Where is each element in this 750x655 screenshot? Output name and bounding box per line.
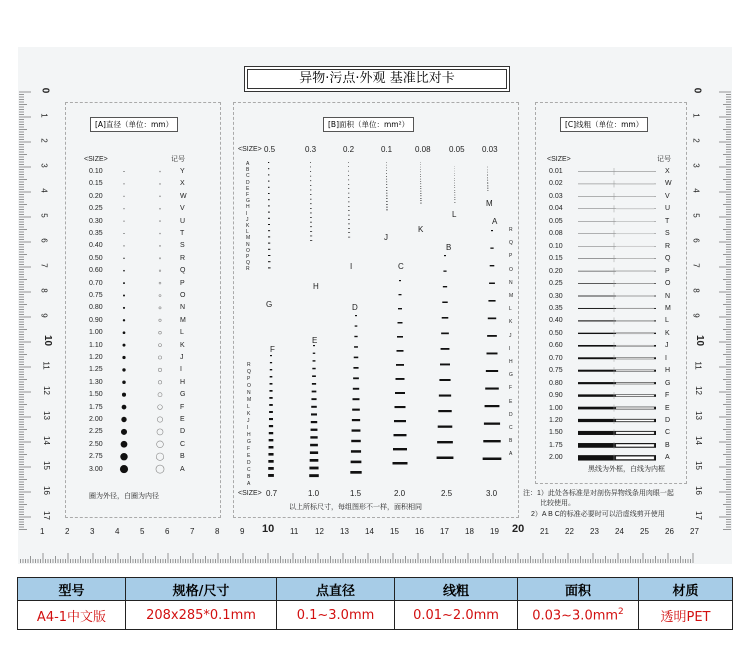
panel-b-bottom-size: 3.0: [486, 489, 498, 498]
ruler-bottom-number: 11: [290, 527, 299, 536]
panel-a-code: Y: [180, 168, 185, 175]
panel-c-code: W: [665, 180, 672, 188]
panel-b-letter-left-top: I: [246, 210, 248, 217]
panel-c-note: 黑线为外框，白线为内框: [588, 466, 665, 473]
panel-b-note: 以上所标尺寸，每组图形不一样，面积相同: [289, 504, 422, 511]
panel-a-code: P: [180, 279, 185, 287]
panel-b-bottom-size: 1.5: [350, 489, 362, 498]
ruler-left-number: 17: [41, 511, 51, 520]
panel-a-size: 2.25: [89, 428, 103, 436]
panel-b-letter-right: N: [509, 279, 513, 286]
panel-a-size: 1.75: [89, 403, 103, 411]
ruler-left-number: 10: [42, 334, 54, 347]
panel-a-code: S: [180, 242, 185, 250]
ruler-bottom-number: 24: [615, 527, 624, 536]
panel-c-code: U: [665, 205, 671, 213]
panel-b-letter-right: M: [509, 293, 514, 299]
panel-b-letter-left-top: O: [246, 247, 250, 254]
panel-b-letter-left-top: Q: [246, 260, 250, 267]
panel-a-code: V: [180, 205, 185, 213]
panel-a-size: 0.35: [89, 230, 103, 237]
panel-b-letter-left-bottom: R: [247, 362, 251, 368]
panel-b-letter-left-bottom: B: [247, 474, 251, 480]
panel-a-size: 1.00: [89, 329, 103, 337]
panel-c-code: R: [665, 242, 671, 250]
panel-c-code: G: [665, 379, 671, 387]
panel-b-letter-left-top: K: [246, 223, 250, 229]
panel-b-letter-right: F: [509, 385, 513, 392]
panel-b-letter-left-top: M: [246, 235, 251, 242]
panel-c-code: F: [665, 392, 670, 400]
panel-c-size: 0.70: [549, 354, 563, 362]
panel-b-group-letter: H: [313, 282, 319, 291]
panel-a-size: 0.90: [89, 316, 103, 324]
panel-b-letter-left-bottom: Q: [247, 369, 251, 375]
panel-b-group-letter: J: [384, 233, 388, 242]
panel-b-letter-left-bottom: D: [247, 460, 251, 466]
ruler-left-number: 7: [39, 263, 49, 268]
panel-a-size: 0.25: [89, 205, 103, 213]
panel-c-size: 1.20: [549, 417, 563, 424]
panel-b-letter-right: R: [509, 227, 513, 233]
panel-a-size: 0.80: [89, 304, 103, 312]
panel-b-top-size: 0.5: [264, 145, 276, 154]
panel-a-size: 0.70: [89, 279, 103, 287]
ruler-left-number: 4: [39, 188, 49, 193]
panel-c-code: C: [665, 429, 671, 437]
panel-c-code: D: [665, 417, 671, 424]
panel-c-size: 0.20: [549, 267, 563, 275]
panel-b-letter-left-bottom: M: [247, 397, 252, 403]
ruler-right-number: 14: [693, 436, 703, 445]
ruler-right-number: 16: [693, 486, 703, 495]
panel-c-code: B: [665, 441, 670, 449]
panel-b-size-bottom-header: <SIZE>: [238, 490, 262, 497]
panel-c-size: 0.75: [549, 367, 563, 375]
ruler-left-number: 2: [39, 138, 49, 143]
header-area: 面积: [518, 578, 639, 601]
panel-c-size: 1.75: [549, 441, 563, 449]
panel-c-code: M: [665, 304, 671, 312]
panel-c-size: 0.25: [549, 280, 563, 288]
ruler-left-number: 1: [39, 113, 49, 118]
panel-a-size: 0.40: [89, 242, 103, 250]
ruler-right-number: 11: [693, 361, 703, 370]
panel-a-size: 1.25: [89, 366, 103, 374]
panel-b-letter-left-top: E: [246, 185, 250, 192]
panel-c-size: 0.01: [549, 168, 563, 175]
panel-b-letter-left-top: L: [246, 229, 249, 236]
panel-b: [233, 102, 519, 518]
panel-b-letter-left-top: A: [246, 161, 250, 167]
header-model: 型号: [18, 578, 126, 601]
value-line: 0.01~2.0mm: [395, 601, 518, 630]
panel-b-letter-left-bottom: O: [247, 383, 251, 389]
footnote-line-2: 比较使用。: [540, 500, 575, 507]
panel-c-code: K: [665, 329, 670, 337]
panel-b-letter-right: C: [509, 425, 513, 431]
ruler-bottom-number: 10: [262, 523, 275, 535]
footnote-line-3: 2）A B C的标准必要时可以沿虚线剪开使用: [531, 511, 665, 518]
ruler-bottom-number: 3: [90, 527, 95, 536]
ruler-bottom-number: 1: [40, 527, 45, 536]
panel-a-code: C: [180, 440, 186, 448]
panel-b-letter-left-bottom: I: [247, 425, 249, 431]
panel-b-group-letter: G: [266, 300, 273, 309]
ruler-bottom-number: 17: [440, 527, 449, 536]
ruler-bottom-number: 18: [465, 527, 474, 536]
panel-c-code: X: [665, 168, 670, 175]
spec-table: [17, 577, 733, 630]
ruler-right-number: 12: [693, 386, 703, 395]
panel-c-size: 0.05: [549, 217, 563, 225]
ruler-bottom-number: 13: [340, 527, 349, 536]
panel-b-letter-left-top: P: [246, 254, 250, 260]
panel-b-letter-right: B: [509, 438, 513, 445]
panel-b-letter-left-bottom: C: [247, 467, 251, 473]
ruler-right-number: 7: [691, 263, 701, 268]
panel-a-code: L: [180, 329, 184, 337]
header-material: 材质: [639, 578, 733, 601]
panel-b-letter-left-bottom: F: [247, 446, 251, 452]
ruler-bottom-number: 7: [190, 527, 195, 536]
panel-a-code: B: [180, 453, 185, 461]
ruler-bottom-number: 8: [215, 527, 220, 536]
panel-b-top-size: 0.3: [305, 145, 317, 154]
panel-a-code: K: [180, 341, 185, 349]
ruler-bottom-number: 15: [390, 527, 399, 536]
ruler-bottom-number: 16: [415, 527, 424, 536]
panel-c-code: E: [665, 404, 670, 412]
ruler-right-number: 15: [693, 461, 703, 470]
ruler-bottom-number: 5: [140, 527, 145, 536]
panel-b-letter-right: H: [509, 359, 513, 365]
panel-a-size: 0.30: [89, 217, 103, 225]
ruler-bottom-number: 20: [512, 523, 525, 535]
panel-b-group-letter: B: [446, 243, 452, 252]
panel-c-size: 1.00: [549, 404, 563, 412]
panel-c-code: T: [665, 217, 670, 225]
ruler-bottom-number: 19: [490, 527, 499, 536]
panel-a-code: U: [180, 217, 186, 225]
panel-a-code: N: [180, 304, 186, 312]
panel-a-code: Q: [180, 267, 186, 275]
panel-b-letter-right: Q: [509, 240, 513, 247]
spec-header-row: [18, 578, 733, 601]
ruler-bottom-number: 25: [640, 527, 649, 536]
panel-a-size-header: <SIZE>: [84, 156, 108, 163]
panel-b-top-size: 0.03: [482, 145, 498, 154]
panel-b-group-letter: E: [312, 336, 318, 345]
panel-b-letter-right: P: [509, 253, 513, 260]
panel-b-letter-right: E: [509, 398, 513, 405]
panel-b-group-letter: I: [350, 262, 353, 271]
panel-b-group-letter: A: [492, 217, 498, 226]
ruler-left-number: 6: [39, 238, 49, 243]
panel-b-bottom-size: 0.7: [266, 489, 278, 498]
panel-b-letter-left-bottom: P: [247, 376, 251, 382]
panel-c-size: 0.50: [549, 329, 563, 337]
ruler-left-number: 5: [39, 213, 49, 218]
panel-c-size: 0.60: [549, 342, 563, 350]
panel-b-letter-right: L: [509, 306, 512, 313]
panel-c-size: 0.30: [549, 292, 563, 300]
panel-b-group-letter: C: [398, 262, 404, 271]
ruler-left-number: 14: [41, 436, 51, 445]
ruler-right-number: 0: [691, 87, 703, 94]
panel-b-letter-left-top: B: [246, 167, 250, 174]
panel-b-letter-left-bottom: A: [247, 481, 251, 487]
ruler-right-number: 10: [694, 334, 706, 347]
panel-b-letter-left-top: R: [246, 266, 250, 273]
panel-b-letter-left-top: D: [246, 179, 250, 186]
panel-a-code: G: [180, 391, 186, 399]
panel-a-code: R: [180, 254, 186, 262]
panel-b-top-size: 0.2: [343, 145, 355, 154]
value-area: [518, 601, 639, 630]
panel-a-size: 0.20: [89, 192, 103, 200]
ruler-right-number: 17: [693, 511, 703, 520]
ruler-right-number: 8: [691, 288, 701, 293]
ruler-right-number: 2: [691, 138, 701, 143]
panel-b-letter-right: D: [509, 411, 513, 418]
panel-b-group-letter: K: [418, 225, 424, 234]
value-size: 208x285*0.1mm: [126, 601, 277, 630]
panel-a-code: F: [180, 403, 185, 411]
ruler-right-number: 6: [691, 238, 701, 243]
ruler-bottom-number: 14: [365, 527, 374, 536]
panel-c-size: 0.35: [549, 304, 563, 312]
panel-c-code: S: [665, 230, 670, 238]
panel-a-size: 1.10: [89, 341, 103, 349]
panel-b-top-size: 0.05: [449, 145, 465, 154]
panel-a-code: T: [180, 230, 185, 237]
panel-b-group-letter: L: [452, 210, 457, 219]
ruler-bottom-number: 4: [115, 527, 120, 536]
panel-c-size: 0.90: [549, 392, 563, 400]
ruler-bottom-number: 21: [540, 527, 549, 536]
panel-a-size: 0.50: [89, 254, 103, 262]
panel-c-size: 0.15: [549, 255, 563, 263]
ruler-bottom-number: 6: [165, 527, 170, 536]
value-model: A4-1中文版: [18, 601, 126, 630]
panel-c-code: O: [665, 280, 671, 288]
panel-a-code: E: [180, 416, 185, 423]
ruler-bottom-number: 23: [590, 527, 599, 536]
panel-b-letter-left-bottom: E: [247, 453, 251, 459]
panel-a-code: M: [180, 316, 186, 324]
panel-a-size: 0.75: [89, 292, 103, 299]
panel-c-code: I: [665, 354, 667, 362]
header-line: 线粗: [395, 578, 518, 601]
panel-a-size: 1.20: [89, 354, 103, 361]
value-area-unit-sup: 2: [618, 606, 624, 617]
panel-a-size: 3.00: [89, 465, 103, 473]
ruler-bottom-number: 9: [240, 527, 245, 536]
ruler-left-number: 9: [39, 313, 49, 318]
panel-b-group-letter: F: [270, 345, 275, 354]
panel-b-letter-left-top: F: [246, 192, 250, 198]
ruler-right-number: 9: [691, 313, 701, 318]
panel-b-bottom-size: 1.0: [308, 489, 320, 498]
panel-a-size: 0.15: [89, 180, 103, 188]
ruler-right-number: 4: [691, 188, 701, 193]
value-dot: 0.1~3.0mm: [277, 601, 395, 630]
panel-a-code: D: [180, 428, 186, 436]
panel-c-size: 0.03: [549, 192, 563, 200]
panel-a-size: 1.50: [89, 391, 103, 399]
panel-b-letter-left-bottom: G: [247, 439, 251, 445]
panel-a-size: 2.00: [89, 416, 103, 423]
panel-b-letter-left-top: H: [246, 204, 250, 211]
panel-a-note: 圈为外径，白圈为内径: [89, 493, 159, 500]
panel-b-letter-left-bottom: K: [247, 411, 251, 417]
panel-a-code-header: 记号: [171, 156, 185, 163]
panel-b-letter-left-top: N: [246, 241, 250, 248]
panel-c-size: 0.08: [549, 230, 563, 238]
ruler-left-number: 15: [41, 461, 51, 470]
panel-a-size: 2.75: [89, 453, 103, 461]
panel-c-code: H: [665, 367, 671, 375]
panel-b-letter-right: O: [509, 266, 513, 273]
panel-a-code: A: [180, 465, 185, 473]
panel-b-letter-right: J: [509, 332, 512, 339]
panel-c-size: 0.10: [549, 242, 563, 250]
panel-c-code: L: [665, 317, 669, 325]
panel-c-code: N: [665, 292, 671, 300]
panel-a-code: H: [180, 378, 186, 386]
ruler-bottom-number: 27: [690, 527, 699, 536]
panel-a-size: 0.60: [89, 267, 103, 275]
panel-c-size: 0.80: [549, 379, 563, 387]
panel-b-letter-left-bottom: L: [247, 404, 250, 410]
panel-b-size-top-header: <SIZE>: [238, 146, 262, 153]
ruler-left-number: 12: [41, 386, 51, 395]
ruler-bottom-number: 22: [565, 527, 574, 536]
panel-c-title: [C]线粗（单位：mm）: [560, 117, 648, 132]
panel-c-size: 0.02: [549, 180, 563, 188]
panel-b-group-letter: M: [486, 199, 493, 208]
panel-b-top-size: 0.1: [381, 145, 393, 154]
ruler-bottom-number: 2: [65, 527, 70, 536]
ruler-left-number: 0: [39, 87, 51, 94]
panel-b-letter-right: K: [509, 319, 513, 326]
footnote-line-1: 注：1）此处各标准是对剖伤异物线条用肉眼一起: [523, 490, 674, 497]
panel-b-letter-right: I: [509, 345, 511, 352]
panel-b-group-letter: D: [352, 303, 358, 312]
panel-b-letter-right: G: [509, 372, 513, 379]
panel-a-code: O: [180, 292, 186, 299]
panel-a-code: W: [180, 192, 187, 200]
panel-a-code: X: [180, 180, 185, 188]
panel-a-size: 0.10: [89, 168, 103, 175]
panel-c-code: A: [665, 454, 670, 462]
card-title: 异物·污点·外观 基准比对卡: [247, 69, 507, 89]
panel-c-code: J: [665, 342, 669, 350]
panel-a-title: [A]直径（单位：mm）: [90, 117, 178, 132]
panel-b-letter-left-top: G: [246, 198, 250, 205]
panel-b-top-size: 0.08: [415, 145, 431, 154]
panel-a-code: J: [180, 354, 184, 361]
panel-b-letter-right: A: [509, 451, 513, 458]
ruler-bottom-number: 26: [665, 527, 674, 536]
panel-c-size: 2.00: [549, 454, 563, 462]
ruler-left-number: 8: [39, 288, 49, 293]
panel-a-size: 1.30: [89, 378, 103, 386]
panel-c-code: Q: [665, 255, 671, 263]
ruler-right-number: 13: [693, 411, 703, 420]
ruler-right-number: 1: [691, 113, 701, 118]
panel-b-letter-left-bottom: N: [247, 390, 251, 396]
panel-b-letter-left-bottom: J: [247, 418, 250, 424]
ruler-left-number: 3: [39, 163, 49, 168]
panel-c-code: V: [665, 192, 670, 200]
value-area-base: 0.03~3.0mm: [532, 608, 619, 624]
panel-a-size: 2.50: [89, 440, 103, 448]
panel-c-code-header: 记号: [657, 156, 671, 163]
ruler-left-number: 11: [41, 361, 51, 370]
panel-c-size: 1.50: [549, 429, 563, 437]
spec-value-row: [18, 601, 733, 630]
panel-a-code: I: [180, 366, 182, 374]
panel-c-size: 0.40: [549, 317, 563, 325]
ruler-left-number: 13: [41, 411, 51, 420]
ruler-right-number: 5: [691, 213, 701, 218]
panel-b-title: [B]面积（单位：mm²）: [323, 117, 414, 132]
value-material: 透明PET: [639, 601, 733, 630]
panel-b-letter-left-top: J: [246, 216, 249, 223]
panel-b-bottom-size: 2.0: [394, 489, 406, 498]
panel-c-code: P: [665, 267, 670, 275]
header-size: 规格/尺寸: [126, 578, 277, 601]
panel-b-letter-left-top: C: [246, 173, 250, 180]
ruler-right-number: 3: [691, 163, 701, 168]
ruler-bottom-number: 12: [315, 527, 324, 536]
header-dot: 点直径: [277, 578, 395, 601]
panel-b-letter-left-bottom: H: [247, 432, 251, 438]
card-title-box: [244, 66, 510, 92]
panel-c-size: 0.04: [549, 205, 563, 213]
panel-c-size-header: <SIZE>: [547, 156, 571, 163]
ruler-left-number: 16: [41, 486, 51, 495]
panel-b-bottom-size: 2.5: [441, 489, 453, 498]
